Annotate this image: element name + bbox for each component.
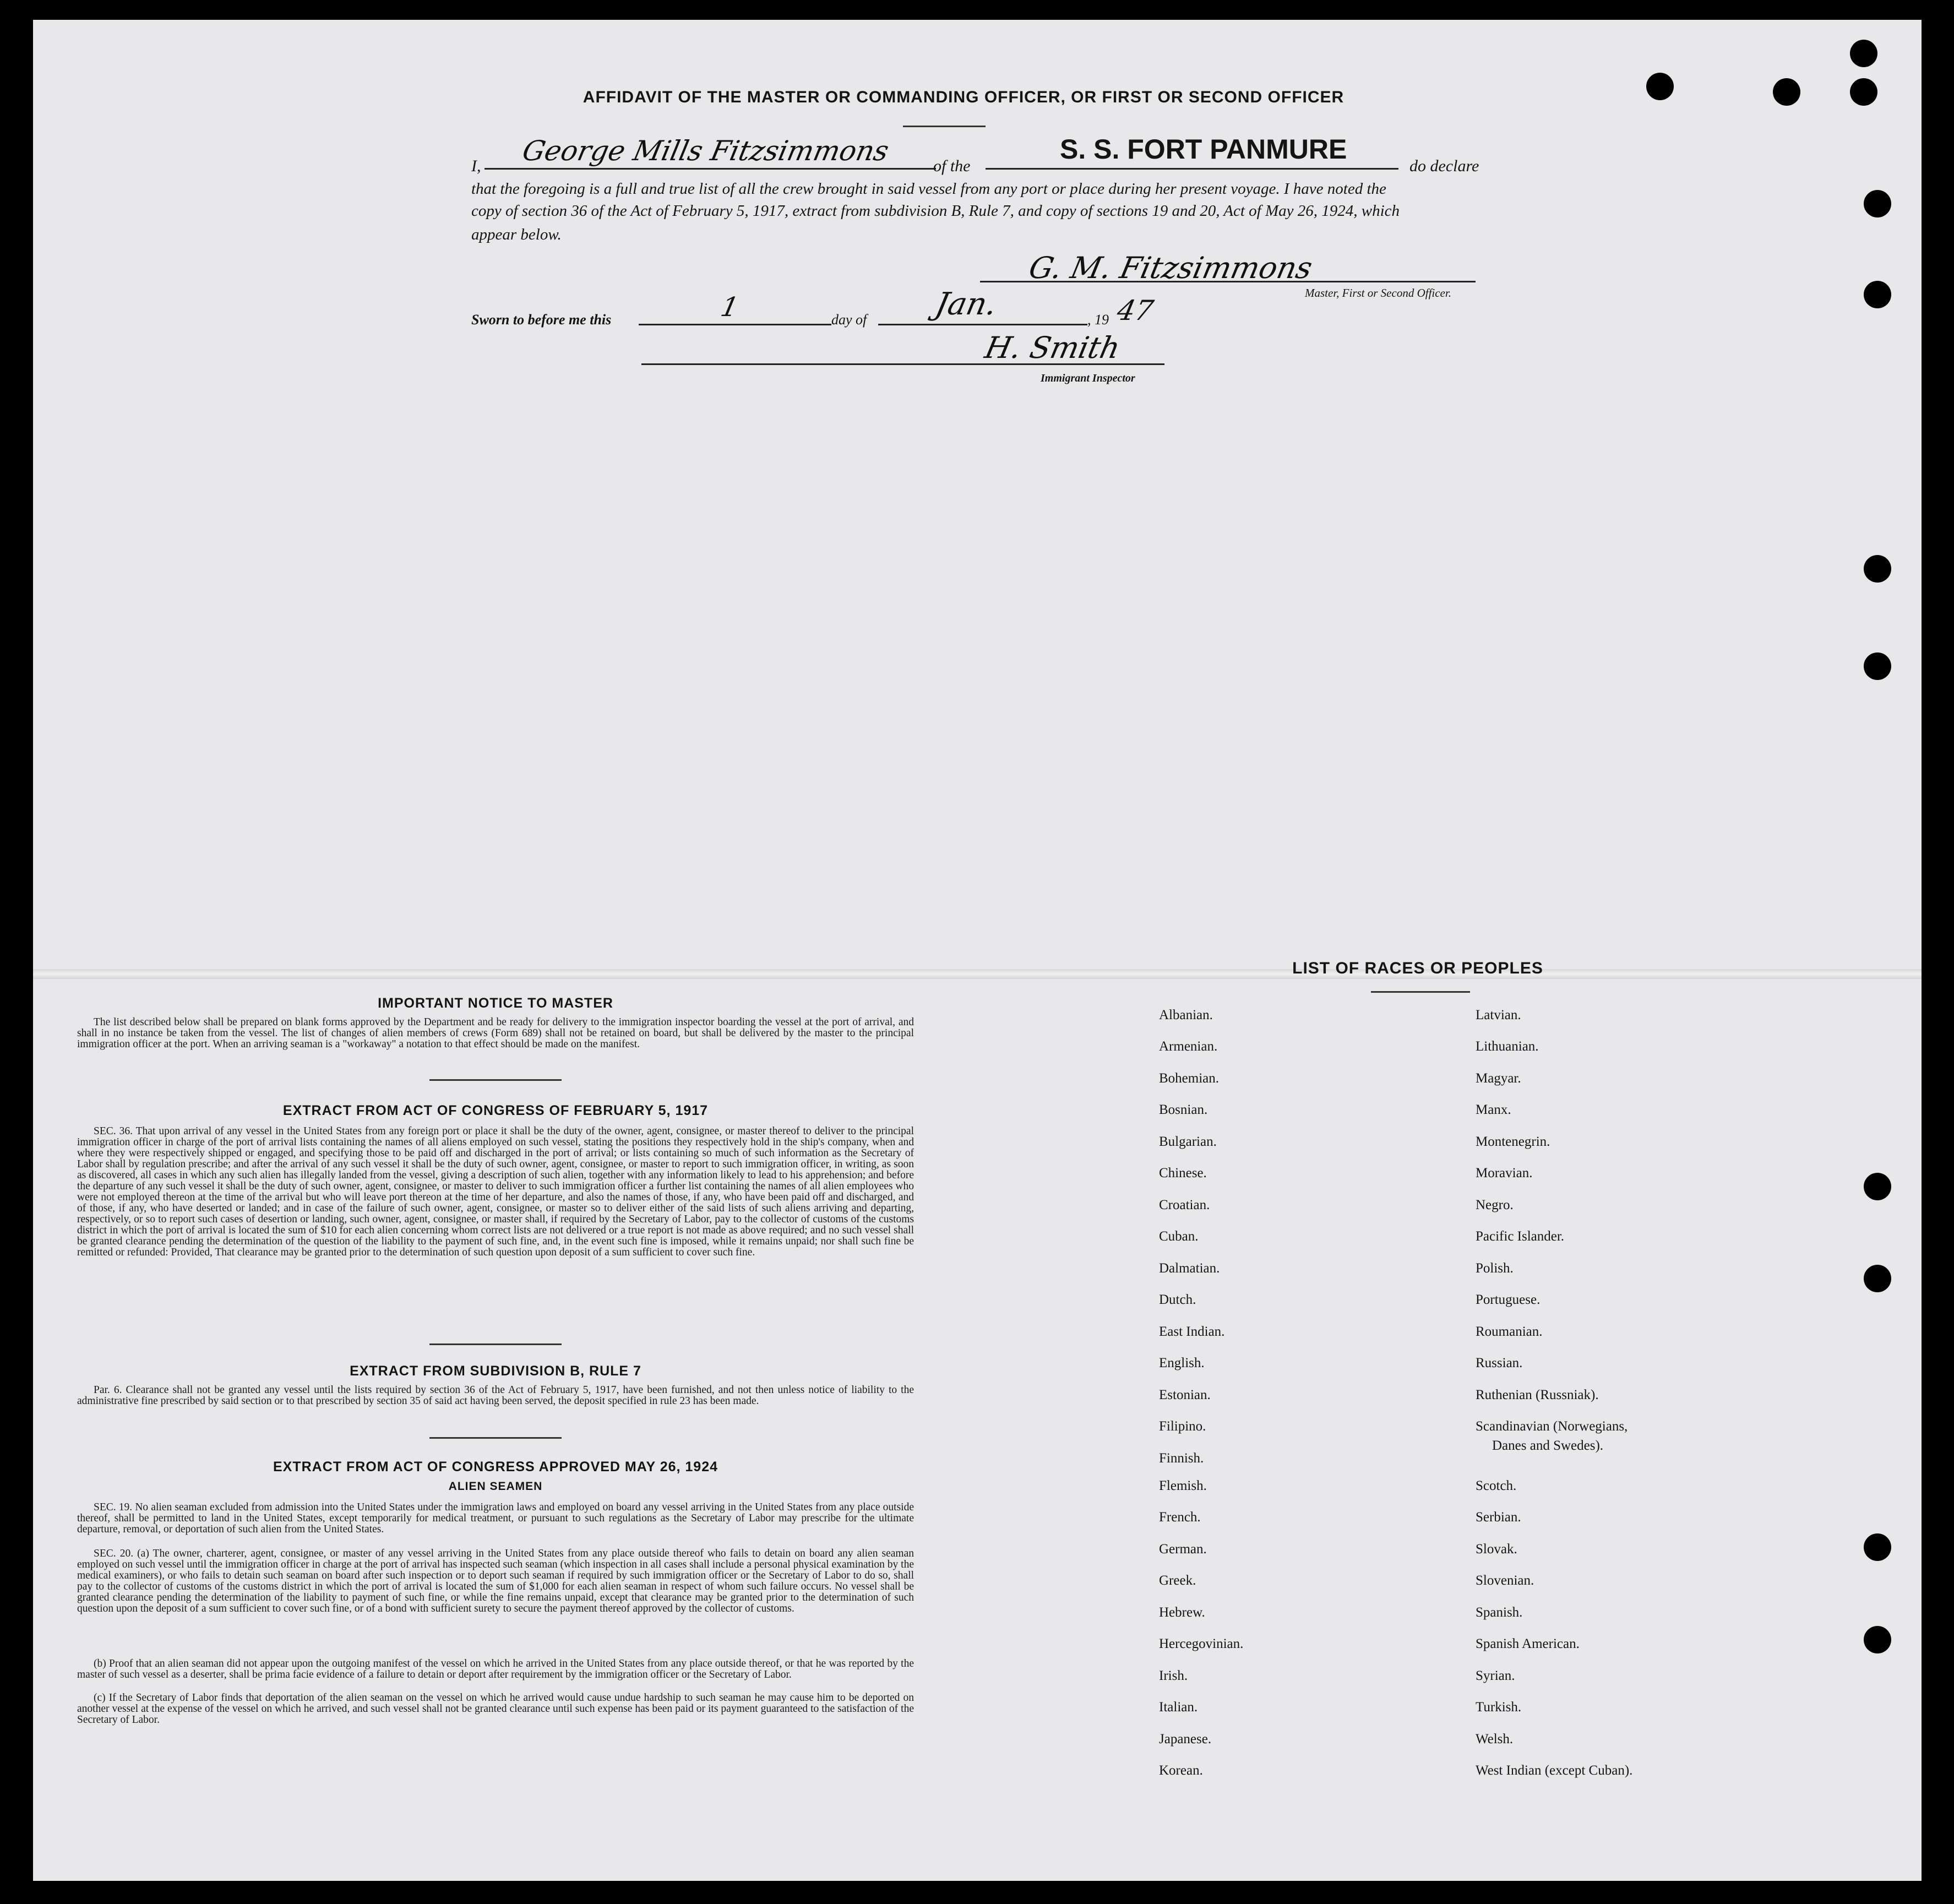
year-value: 47 (1114, 295, 1156, 327)
race-item: English. (1159, 1356, 1205, 1370)
race-item: Scandinavian (Norwegians, (1476, 1419, 1628, 1434)
race-item: Hebrew. (1159, 1605, 1205, 1620)
month-value: Jan. (932, 286, 1000, 322)
race-item: Roumanian. (1476, 1324, 1543, 1339)
race-item: Slovak. (1476, 1542, 1517, 1557)
race-item: Greek. (1159, 1573, 1196, 1588)
race-item: Polish. (1476, 1261, 1514, 1276)
race-item: Magyar. (1476, 1071, 1521, 1086)
race-item: Japanese. (1159, 1732, 1212, 1747)
extract-1917-title: EXTRACT FROM ACT OF CONGRESS OF FEBRUARY 5, 1917 (282, 1103, 709, 1118)
inspector-signature: H. Smith (982, 330, 1124, 365)
race-item: Portuguese. (1476, 1292, 1541, 1307)
punch-hole (1773, 78, 1800, 106)
race-item: Armenian. (1159, 1039, 1218, 1054)
punch-hole (1850, 40, 1877, 67)
master-name-line (485, 168, 936, 170)
sec-20b-text: (b) Proof that an alien seaman did not appear upon the outgoing manifest of the vessel on which he arrived in the United States from any place outside thereof, or that he was reported by the master of such vessel as a deserter, shall be prima facie evidence of a failure to detain or deport after requirement by the immigration officer or the Secretary of Labor. (77, 1658, 914, 1680)
punch-hole (1864, 1533, 1891, 1561)
race-item: Spanish. (1476, 1605, 1523, 1620)
extract-1924-title: EXTRACT FROM ACT OF CONGRESS APPROVED MAY 26, 1924 (273, 1459, 719, 1475)
race-item: Spanish American. (1476, 1636, 1580, 1651)
race-item: Slovenian. (1476, 1573, 1534, 1588)
day-value: 1 (718, 292, 742, 323)
extract-1917-text: SEC. 36. That upon arrival of any vessel in the United States from any foreign port or place it shall be the duty of the owner, agent, consignee, or master thereof to deliver to the principal immigration officer in charge of the port of arrival lists containing the names of all aliens employed on such vessel, stating the positions they respectively hold in the ship's company, when and where they were respectively shipped or engaged, and specifying those to be paid off and discharged in the port of arrival; or lists containing so much of such information as the Secretary of Labor shall by regulation prescribe; and after the arrival of any such vessel it shall be the duty of such owner, agent, consignee, or master to report to such immigration officer, in writing, as soon as discovered, all cases in which any such alien has illegally landed from the vessel, giving a description of such alien, together with any information likely to lead to his apprehension; and before the departure of any such vessel it shall be the duty of such owner, agent, consignee, or master to deliver to such immigration officer a further list containing the names of all alien employees who were not employed thereon at the time of the arrival but who will leave port thereon at the time of her departure, and also the names of those, if any, who have been paid off and discharged, and of those, if any, who have deserted or landed; and in case of the failure of such owner, agent, consignee, or master so to deliver either of the said lists of such aliens arriving and departing, respectively, or so to report such cases of desertion or landing, such owner, agent, consignee, or master shall, if required by the Secretary of Labor, pay to the collector of customs of the customs district in which the port of arrival is located the sum of $10 for each alien concerning whom correct lists are not delivered or a true report is not made as above required; and no such vessel shall be granted clearance pending the determination of the question of the liability to the payment of such fine, and, in the event such fine is imposed, while it remains unpaid; nor shall such fine be remitted or refunded: Provided, That clearance may be granted prior to the determination of such question upon deposit of a sum sufficient to cover such fine. (77, 1125, 914, 1258)
punch-hole (1864, 1626, 1891, 1653)
sec-20c-text: (c) If the Secretary of Labor finds that deportation of the alien seaman on the vessel on which he arrived would cause undue hardship to such seaman he may cause him to be deported on another vessel at the expense of the vessel on which he arrived, and such vessel shall not be granted clearance until such expense has been paid or its payment guaranteed to the satisfaction of the Secretary of Labor. (77, 1692, 914, 1726)
race-item: Manx. (1476, 1102, 1511, 1117)
race-item: Croatian. (1159, 1198, 1210, 1212)
race-item: Turkish. (1476, 1700, 1522, 1715)
race-item: Hercegovinian. (1159, 1636, 1244, 1651)
do-declare-label: do declare (1409, 157, 1479, 175)
race-item: Irish. (1159, 1668, 1188, 1683)
master-signature: G. M. Fitzsimmons (1026, 251, 1316, 285)
month-line (878, 324, 1087, 325)
race-item: Russian. (1476, 1356, 1523, 1370)
vessel-name: S. S. FORT PANMURE (1060, 134, 1347, 165)
race-item: Serbian. (1476, 1510, 1521, 1525)
punch-hole (1864, 652, 1891, 680)
affidavit-title: AFFIDAVIT OF THE MASTER OR COMMANDING OFFICER, OR FIRST OR SECOND OFFICER (583, 88, 1345, 106)
race-item: Latvian. (1476, 1008, 1521, 1022)
race-item: German. (1159, 1542, 1207, 1557)
divider (903, 126, 986, 127)
race-item: Italian. (1159, 1700, 1198, 1715)
affidavit-line-1: that the foregoing is a full and true list of all the crew brought in said vessel from any port or place during her present voyage. I have noted the (471, 180, 1386, 198)
race-item: Danes and Swedes). (1492, 1438, 1604, 1453)
race-item: Syrian. (1476, 1668, 1515, 1683)
master-name: George Mills Fitzsimmons (519, 135, 892, 167)
sec-19-text: SEC. 19. No alien seaman excluded from admission into the United States under the immigration laws and employed on board any vessel arriving in the United States from any place outside thereof, shall be permitted to land in the United States, except temporarily for medical treatment, or pursuant to such regulations as the Secretary of Labor may prescribe for the ultimate departure, removal, or deportation of such alien from the United States. (77, 1502, 914, 1535)
divider (429, 1343, 562, 1345)
day-of-label: day of (831, 312, 867, 328)
race-item: Montenegrin. (1476, 1134, 1550, 1149)
race-item: West Indian (except Cuban). (1476, 1763, 1633, 1778)
extract-1924-subtitle: ALIEN SEAMEN (448, 1480, 543, 1493)
race-item: Pacific Islander. (1476, 1229, 1565, 1244)
race-item: Albanian. (1159, 1008, 1213, 1022)
punch-hole (1850, 78, 1877, 106)
sec-20a-text: SEC. 20. (a) The owner, charterer, agent, consignee, or master of any vessel arriving in the United States from any place outside thereof who fails to detain on board any alien seaman employed on such vessel until the immigration officer in charge at the port of arrival has inspected such seaman (which inspection in all cases shall include a personal physical examination by the medical examiners), or who fails to detain such seaman on board after such inspection or to deport such seaman if required by such immigration officer or the Secretary of Labor to do so, shall pay to the collector of customs of the customs district in which the port of arrival is located the sum of $1,000 for each alien seaman in respect of whom such failure occurs. No vessel shall be granted clearance pending the determination of the liability to payment of such fine, or while the fine remains unpaid, except that clearance may be granted prior to the determination of such question upon the deposit of a sum sufficient to cover such fine, or of a bond with sufficient surety to secure the payment thereof approved by the collector of customs. (77, 1548, 914, 1614)
punch-hole (1864, 555, 1891, 583)
punch-hole (1864, 190, 1891, 217)
race-item: Flemish. (1159, 1478, 1207, 1493)
race-item: Moravian. (1476, 1166, 1533, 1181)
notice-title: IMPORTANT NOTICE TO MASTER (378, 995, 613, 1011)
punch-hole (1864, 1173, 1891, 1200)
extract-rule7-title: EXTRACT FROM SUBDIVISION B, RULE 7 (350, 1363, 641, 1379)
race-item: Korean. (1159, 1763, 1203, 1778)
i-label: I, (471, 157, 481, 175)
race-item: Filipino. (1159, 1419, 1206, 1434)
race-item: Negro. (1476, 1198, 1514, 1212)
race-item: Lithuanian. (1476, 1039, 1539, 1054)
race-item: Bulgarian. (1159, 1134, 1217, 1149)
punch-hole (1646, 73, 1674, 100)
race-item: Finnish. (1159, 1451, 1204, 1466)
race-item: Welsh. (1476, 1732, 1514, 1747)
inspector-caption: Immigrant Inspector (1041, 372, 1135, 384)
signature-caption: Master, First or Second Officer. (1305, 286, 1451, 300)
race-item: Scotch. (1476, 1478, 1517, 1493)
affidavit-line-3: appear below. (471, 226, 562, 243)
race-item: Cuban. (1159, 1229, 1199, 1244)
year-prefix: , 19 (1087, 312, 1109, 328)
race-item: East Indian. (1159, 1324, 1225, 1339)
sworn-label: Sworn to before me this (471, 312, 612, 328)
race-item: Dalmatian. (1159, 1261, 1220, 1276)
race-item: French. (1159, 1510, 1201, 1525)
punch-hole (1864, 281, 1891, 308)
of-the-label: of the (933, 157, 971, 175)
race-item: Dutch. (1159, 1292, 1196, 1307)
races-title: LIST OF RACES OR PEOPLES (1292, 959, 1543, 977)
race-item: Bohemian. (1159, 1071, 1220, 1086)
divider (1371, 991, 1470, 993)
race-item: Estonian. (1159, 1388, 1211, 1402)
vessel-line (986, 168, 1398, 170)
punch-hole (1864, 1265, 1891, 1292)
day-line (639, 324, 831, 325)
extract-rule7-text: Par. 6. Clearance shall not be granted any vessel until the lists required by section 36 of the Act of February 5, 1917, have been furnished, and not then unless notice of liability to the administrative fine prescribed by said section or to that prescribed by section 35 of said act having been served, the deposit specified in rule 23 has been made. (77, 1384, 914, 1407)
race-item: Ruthenian (Russniak). (1476, 1388, 1599, 1402)
race-item: Chinese. (1159, 1166, 1207, 1181)
divider (429, 1437, 562, 1439)
race-item: Bosnian. (1159, 1102, 1208, 1117)
notice-text: The list described below shall be prepared on blank forms approved by the Department and be ready for delivery to the immigration inspector boarding the vessel at the port of arrival, and shall in no instance be taken from the vessel. The list of changes of alien members of crews (Form 689) shall not be retained on board, but shall be delivered by the master to the principal immigration officer at the port. When an arriving seaman is a "workaway" a notation to that effect should be made on the manifest. (77, 1016, 914, 1050)
affidavit-line-2: copy of section 36 of the Act of February 5, 1917, extract from subdivision B, Rule 7, and copy of sections 19 and 20, Act of May 26, 1924, which (471, 202, 1400, 220)
divider (429, 1079, 562, 1081)
